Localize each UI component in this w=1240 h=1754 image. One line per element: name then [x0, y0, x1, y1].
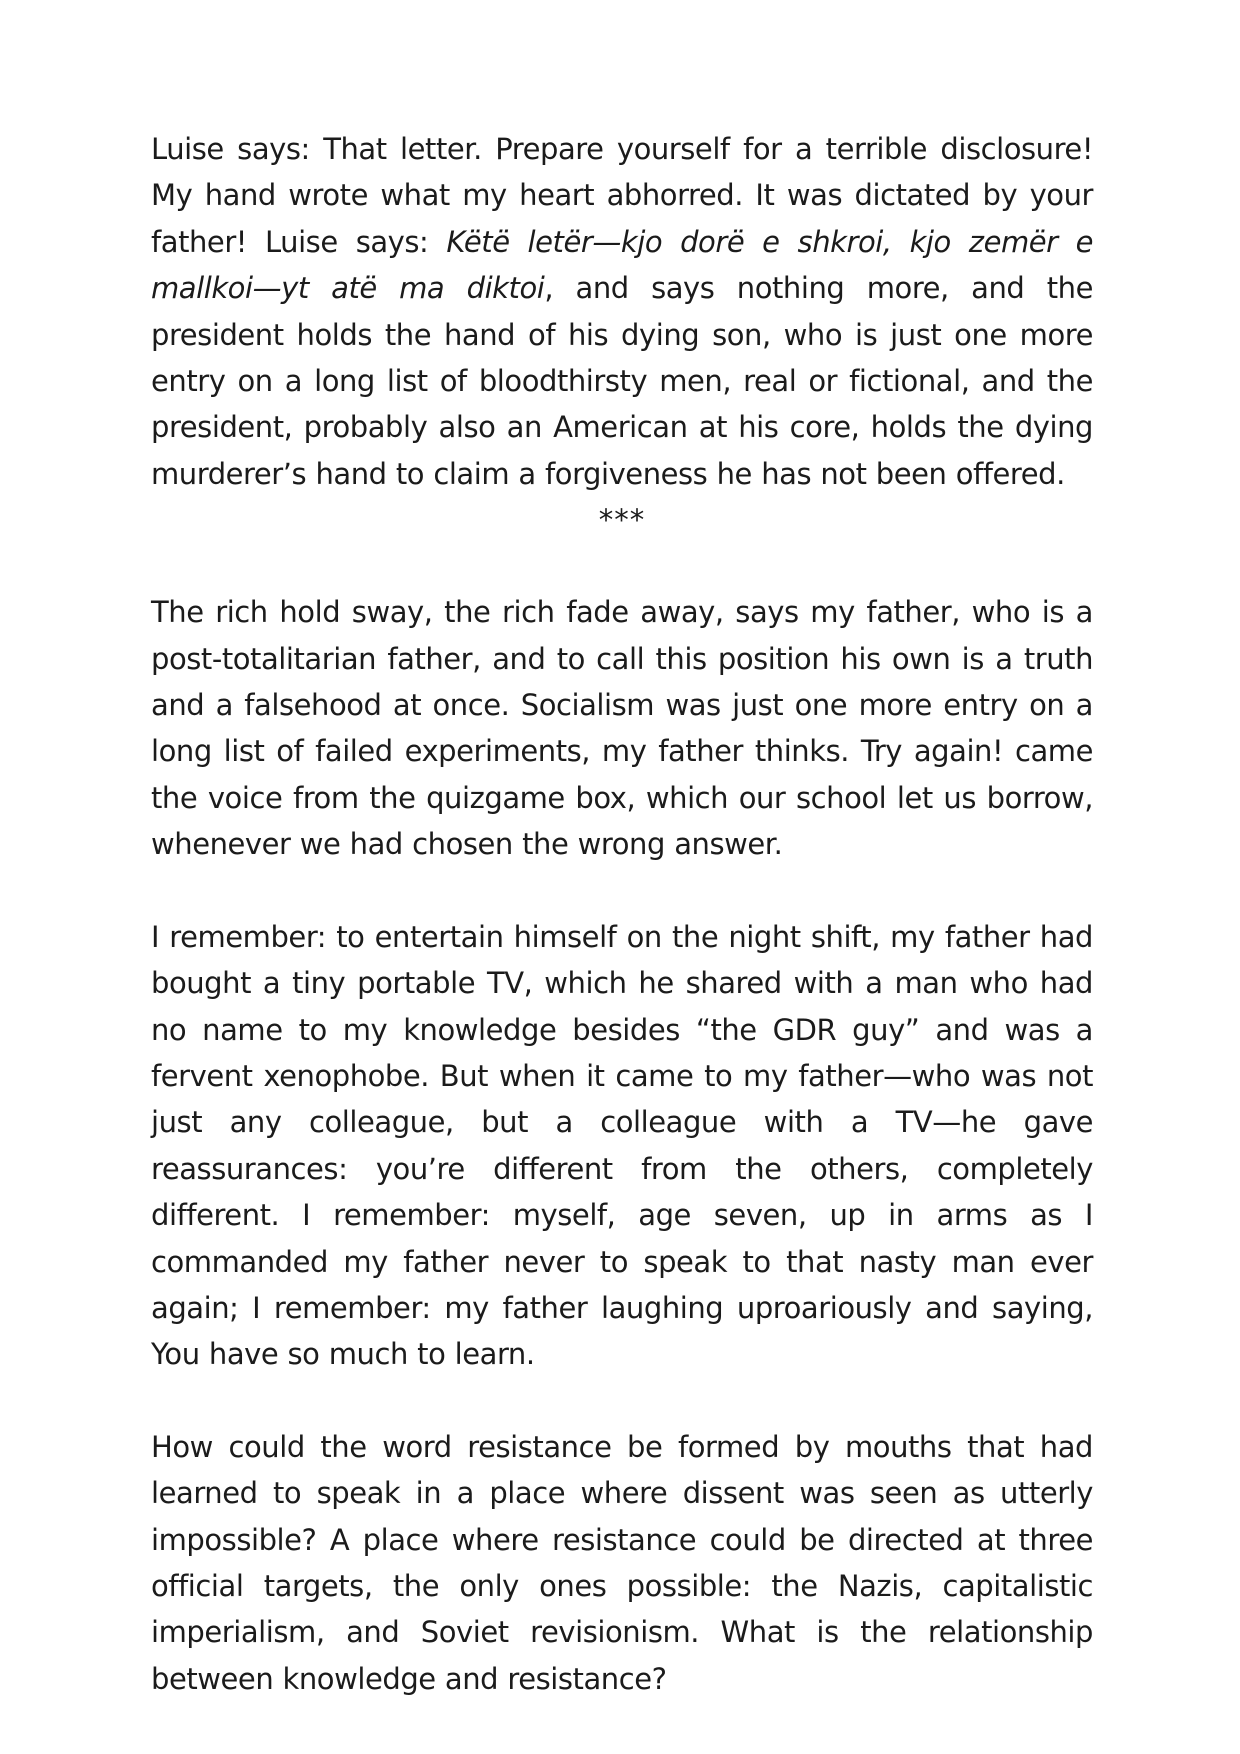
paragraph-luise-continuation: , and says nothing more, and the president holds the hand of his dying son, who is just one more entry on a long list of bloodthirsty men, real or fictional, and the president, probably also an American at his core, holds the dying murderer’s hand to claim a forgiveness he has not been offered.: [151, 271, 1093, 491]
paragraph-rich-hold-sway: The rich hold sway, the rich fade away, says my father, who is a post-totalitarian father, and to call this position his own is a truth and a falsehood at once. Socialism was just one more entry on a long list of failed experiments, my father thinks. Try again! came the voice from the quizgame box, which our school let us borrow, whenever we had chosen the wrong answer.: [151, 595, 1093, 862]
paragraph-resistance: How could the word resistance be formed by mouths that had learned to speak in a place where dissent was seen as utterly impossible? A place where resistance could be directed at three official targets, the only ones possible: the Nazis, capitalistic imperialism, and Soviet revisionism. What is the relationship between knowledge and resistance?: [151, 1429, 1093, 1696]
paragraph-luise: [151, 126, 1093, 497]
paragraph-gap: [151, 868, 1093, 914]
albanian-quote: Këtë letër—kjo dorë e shkroi, kjo zemër e mallkoi—yt atë ma diktoi: [151, 224, 1093, 306]
document-page: [151, 126, 1093, 1702]
paragraph-luise-text: Luise says: That letter. Prepare yourself for a terrible disclosure! My hand wrote what my heart abhorred. It was dictated by your father! Luise says:: [151, 132, 1093, 259]
section-separator: ***: [598, 503, 646, 538]
paragraph-gap: [151, 1378, 1093, 1424]
paragraph-night-shift: I remember: to entertain himself on the night shift, my father had bought a tiny portable TV, which he shared with a man who had no name to my knowledge besides “the GDR guy” and was a fervent xenophobe. But when it came to my father—who was not just any colleague, but a colleague with a TV—he gave reassurances: you’re different from the others, completely different. I remember: myself, age seven, up in arms as I commanded my father never to speak to that nasty man ever again; I remember: my father laughing uproariously and saying, You have so much to learn.: [151, 919, 1093, 1372]
paragraph-gap: [151, 543, 1093, 589]
